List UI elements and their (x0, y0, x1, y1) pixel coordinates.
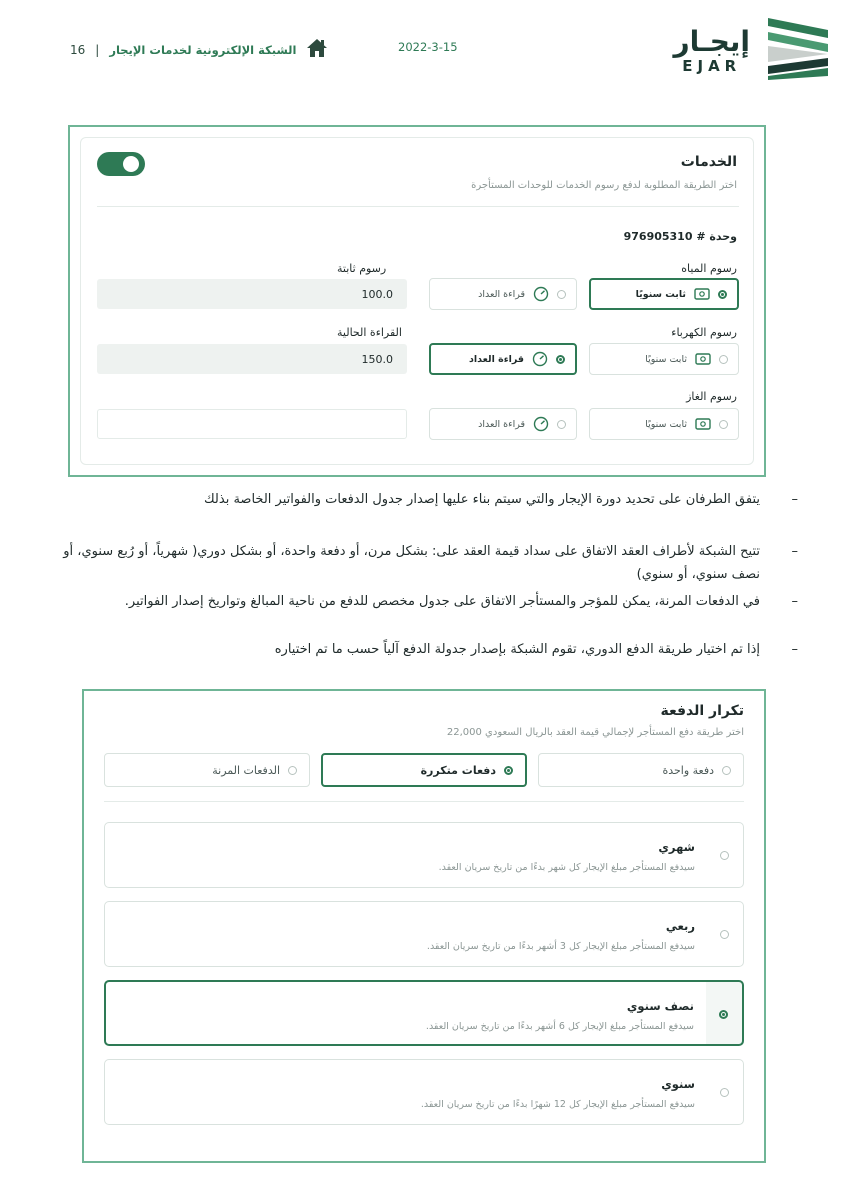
payment-option-label: دفعة واحدة (662, 763, 714, 777)
radio (719, 355, 728, 364)
ejar-logo-text (674, 27, 751, 75)
home-icon[interactable] (306, 38, 328, 61)
gas-fixed-label: ثابت سنويًا (645, 418, 687, 430)
electricity-fee-label: رسوم الكهرباء (671, 326, 737, 339)
bullet-dash: – (791, 492, 798, 507)
radio (720, 1088, 729, 1097)
electricity-meter-label: قراءة العداد (469, 353, 524, 365)
electricity-fixed-label: ثابت سنويًا (645, 353, 687, 365)
electricity-meter-option[interactable] (429, 343, 577, 375)
gas-meter-label: قراءة العداد (478, 418, 525, 430)
frequency-quarterly[interactable] (104, 901, 744, 967)
payment-option-label: دفعات متكررة (420, 763, 496, 777)
services-divider (97, 206, 739, 207)
radio (722, 766, 731, 775)
radio-selected (504, 766, 513, 775)
payment-option-recurring[interactable] (321, 753, 527, 787)
payment-divider (104, 801, 744, 802)
cash-icon (694, 287, 710, 301)
bullet-dash: – (791, 544, 798, 559)
frequency-description: سيدفع المستأجر مبلغ الإيجار كل 12 شهرًا بدءًا من تاريخ سريان العقد. (420, 1099, 695, 1110)
payment-title: تكرار الدفعة (660, 703, 744, 719)
toggle-knob (123, 156, 139, 172)
logo-arabic: إيجـار (673, 25, 750, 58)
payment-option-single[interactable] (538, 753, 744, 787)
radio (557, 290, 566, 299)
gas-fixed-option[interactable] (589, 408, 739, 440)
bullet-item (60, 638, 798, 661)
gauge-icon (532, 352, 548, 366)
frequency-title: ربعي (665, 919, 695, 933)
frequency-title: سنوي (661, 1077, 695, 1091)
water-fixed-option[interactable] (589, 278, 739, 310)
gas-fee-label: رسوم الغاز (686, 390, 737, 403)
unit-number-label: وحدة # 976905310 (623, 230, 737, 243)
bullet-dash: – (791, 594, 798, 609)
bullet-item (60, 540, 798, 586)
site-title: الشبكة الإلكترونية لخدمات الإيجار (109, 42, 297, 57)
bullet-item (60, 590, 798, 613)
frequency-annual[interactable] (104, 1059, 744, 1125)
radio-selected (718, 290, 727, 299)
frequency-description: سيدفع المستأجر مبلغ الإيجار كل 6 أشهر بدءًا من تاريخ سريان العقد. (425, 1021, 694, 1032)
water-value-label: رسوم ثابتة (337, 262, 387, 275)
frequency-title: نصف سنوي (626, 999, 694, 1013)
bullet-dash: – (791, 642, 798, 657)
frequency-monthly[interactable] (104, 822, 744, 888)
services-subtitle: اختر الطريقة المطلوبة لدفع رسوم الخدمات للوحدات المستأجرة (471, 180, 737, 191)
page-header (70, 38, 328, 61)
radio (288, 766, 297, 775)
radio (720, 851, 729, 860)
electricity-fixed-option[interactable] (589, 343, 739, 375)
radio (719, 420, 728, 429)
header-separator: | (95, 42, 100, 57)
bullet-text: في الدفعات المرنة، يمكن للمؤجر والمستأجر الاتفاق على جدول مخصص للدفع من ناحية المبالغ وتواريخ إصدار الفواتير. (124, 594, 760, 609)
services-panel (68, 125, 766, 477)
radio (720, 930, 729, 939)
bullet-text: تتيح الشبكة لأطراف العقد الاتفاق على سداد قيمة العقد على: بشكل مرن، أو دفعة واحدة، أو بشكل دوري( شهرياً، أو رُبع سنوي، أو نصف سنوي، أو سنوي) (63, 544, 760, 582)
water-meter-label: قراءة العداد (478, 288, 525, 300)
electricity-reading-input[interactable]: 150.0 (97, 344, 407, 374)
water-fixed-label: ثابت سنويًا (635, 288, 686, 300)
cash-icon (695, 417, 711, 431)
bullet-text: إذا تم اختيار طريقة الدفع الدوري، تقوم الشبكة بإصدار جدولة الدفع آلياً حسب ما تم اختياره (274, 642, 760, 657)
gas-value-input[interactable] (97, 409, 407, 439)
bullet-item (60, 488, 798, 511)
page-number: 16 (70, 42, 86, 57)
payment-option-flexible[interactable] (104, 753, 310, 787)
gauge-icon (533, 417, 549, 431)
frequency-description: سيدفع المستأجر مبلغ الإيجار كل 3 أشهر بدءًا من تاريخ سريان العقد. (426, 941, 695, 952)
water-fixed-fee-input[interactable]: 100.0 (97, 279, 407, 309)
ejar-logo-icon (768, 18, 828, 80)
services-title: الخدمات (680, 154, 737, 170)
gas-meter-option[interactable] (429, 408, 577, 440)
logo-english: EJAR (682, 57, 742, 75)
gauge-icon (533, 287, 549, 301)
header-date: 2022-3-15 (398, 40, 458, 54)
payment-subtitle: اختر طريقة دفع المستأجر لإجمالي قيمة العقد بالريال السعودي 22,000 (446, 727, 744, 738)
services-toggle[interactable] (97, 152, 145, 176)
electricity-value-label: القراءة الحالية (337, 326, 402, 339)
frequency-semiannual[interactable] (104, 980, 744, 1046)
radio-selected (556, 355, 565, 364)
frequency-title: شهري (658, 840, 695, 854)
payment-option-label: الدفعات المرنة (212, 763, 280, 777)
water-fee-label: رسوم المياه (681, 262, 737, 275)
frequency-description: سيدفع المستأجر مبلغ الإيجار كل شهر بدءًا من تاريخ سريان العقد. (438, 862, 695, 873)
bullet-text: يتفق الطرفان على تحديد دورة الإيجار والتي سيتم بناء عليها إصدار جدول الدفعات والفواتير الخاصة بذلك (203, 492, 760, 507)
water-meter-option[interactable] (429, 278, 577, 310)
cash-icon (695, 352, 711, 366)
services-card (80, 137, 754, 465)
radio (557, 420, 566, 429)
radio-selected (719, 1010, 728, 1019)
